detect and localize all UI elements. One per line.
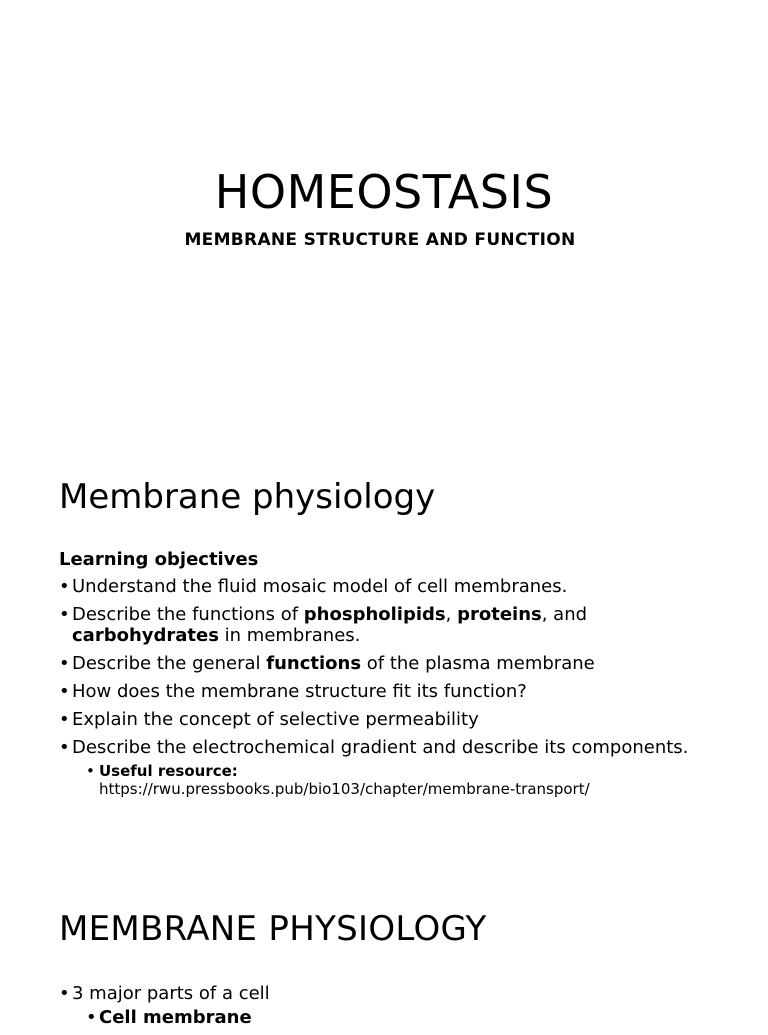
slide-heading: MEMBRANE PHYSIOLOGY bbox=[59, 909, 487, 949]
bullet-text: How does the membrane structure fit its function? bbox=[72, 681, 527, 702]
bullet-text: 3 major parts of a cell bbox=[72, 983, 270, 1004]
list-item bbox=[59, 681, 699, 702]
resource-label: Useful resource: bbox=[99, 762, 238, 780]
objectives-list bbox=[59, 576, 699, 798]
resource-link[interactable]: https://rwu.pressbooks.pub/bio103/chapter/membrane-transport/ bbox=[99, 780, 590, 798]
slide-heading: Membrane physiology bbox=[59, 477, 436, 517]
list-item bbox=[59, 737, 699, 798]
title-slide bbox=[0, 0, 768, 440]
bold-term: Cell membrane bbox=[99, 1007, 252, 1028]
bullet-text: Understand the fluid mosaic model of cell membranes. bbox=[72, 576, 568, 597]
list-item bbox=[59, 653, 699, 674]
bold-term: phospholipids bbox=[303, 604, 446, 625]
bullet-text: Describe the general bbox=[72, 653, 267, 674]
bold-term: proteins bbox=[457, 604, 542, 625]
bullet-text: , bbox=[445, 604, 458, 625]
list-item bbox=[86, 1007, 699, 1028]
list-item bbox=[86, 762, 699, 798]
list-item bbox=[59, 709, 699, 730]
bullet-text: in membranes. bbox=[218, 625, 361, 646]
objectives-slide bbox=[0, 440, 768, 880]
presentation-title: HOMEOSTASIS bbox=[214, 165, 554, 219]
list-item bbox=[59, 576, 699, 597]
bullet-text: Describe the electrochemical gradient and describe its components. bbox=[72, 737, 689, 758]
bullet-text: Describe the functions of bbox=[72, 604, 304, 625]
list-item bbox=[59, 983, 699, 1028]
presentation-subtitle: MEMBRANE STRUCTURE AND FUNCTION bbox=[184, 230, 576, 250]
bold-term: carbohydrates bbox=[72, 625, 219, 646]
bullet-text: , and bbox=[541, 604, 588, 625]
bullet-text: Explain the concept of selective permeability bbox=[72, 709, 479, 730]
list-item bbox=[59, 604, 699, 646]
bold-term: functions bbox=[266, 653, 362, 674]
resource-list bbox=[72, 762, 699, 798]
cell-parts-list bbox=[72, 1007, 699, 1028]
physiology-slide bbox=[0, 880, 768, 1028]
learning-objectives-label: Learning objectives bbox=[59, 549, 259, 570]
physiology-list bbox=[59, 983, 699, 1035]
bullet-text: of the plasma membrane bbox=[361, 653, 595, 674]
